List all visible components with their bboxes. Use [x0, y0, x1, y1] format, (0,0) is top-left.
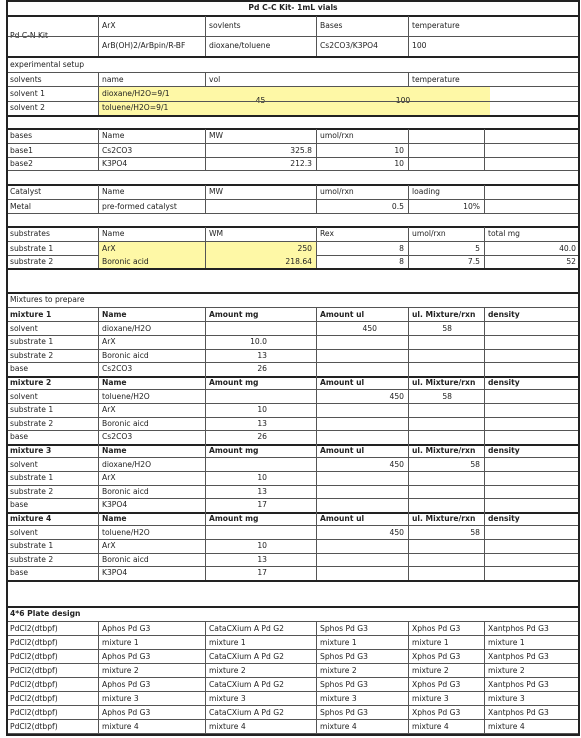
column-header: Amount mg [209, 445, 259, 455]
mixture-name: K3PO4 [102, 500, 128, 510]
column-header: density [488, 309, 520, 319]
mixture-component: base [10, 568, 29, 578]
substrate-name: Boronic acid [98, 255, 205, 268]
plate-well-catalyst: Xphos Pd G3 [412, 623, 461, 633]
substrate-mw: 250 [205, 242, 316, 255]
mixture-name: K3PO4 [102, 568, 128, 578]
mixture-amount-mg: 13 [257, 418, 267, 428]
mixture-name: toluene/H2O [102, 527, 150, 537]
plate-well-mixture: mixture 4 [102, 721, 139, 731]
plate-well-mixture: mixture 2 [320, 665, 357, 675]
catalyst-loading: 10% [463, 201, 480, 211]
substrate-mw: 218.64 [205, 255, 316, 268]
mixture-amount-mg: 13 [257, 350, 267, 360]
plate-well-catalyst: Sphos Pd G3 [320, 623, 368, 633]
mixture-amount-ul: 450 [389, 391, 404, 401]
solvent-name: toluene/H2O=9/1 [102, 103, 169, 113]
mixture-name: Boronic aicd [102, 350, 149, 360]
column-header: umol/rxn [320, 187, 354, 197]
plate-well-mixture: mixture 3 [102, 693, 139, 703]
catalyst-id: Metal [10, 201, 31, 211]
mixture-component: solvent [10, 323, 38, 333]
column-header: ul. Mixture/rxn [412, 445, 476, 455]
plate-well-mixture: mixture 3 [209, 693, 246, 703]
substrate-total-mg: 52 [566, 256, 576, 266]
base-id: base2 [10, 158, 33, 168]
section-label: experimental setup [10, 59, 85, 69]
column-header: Name [102, 309, 127, 319]
plate-well-catalyst: PdCl2(dtbpf) [10, 693, 58, 703]
column-header: Catalyst [10, 187, 42, 197]
column-header: Amount ul [320, 309, 365, 319]
column-header: Name [102, 131, 125, 141]
column-header: umol/rxn [320, 131, 354, 141]
plate-well-mixture: mixture 4 [209, 721, 246, 731]
substrate-total-mg: 40.0 [559, 243, 576, 253]
column-header: ul. Mixture/rxn [412, 309, 476, 319]
kit-value: 100 [412, 41, 427, 51]
plate-well-mixture: mixture 2 [488, 665, 525, 675]
mixture-amount-mg: 10 [257, 473, 267, 483]
mixture-component: base [10, 364, 29, 374]
section-label: Mixtures to prepare [10, 295, 85, 305]
plate-well-mixture: mixture 1 [488, 637, 525, 647]
plate-well-catalyst: Xantphos Pd G3 [488, 679, 549, 689]
mixture-title: mixture 2 [10, 377, 52, 387]
plate-well-catalyst: Aphos Pd G3 [102, 623, 151, 633]
mixture-name: Boronic aicd [102, 554, 149, 564]
plate-well-mixture: mixture 1 [102, 637, 139, 647]
column-header: Amount ul [320, 513, 365, 523]
plate-well-mixture: mixture 4 [320, 721, 357, 731]
column-header: Amount ul [320, 377, 365, 387]
mixture-name: ArX [102, 473, 116, 483]
plate-well-catalyst: CataCXium A Pd G2 [209, 623, 284, 633]
kit-header: ArX [102, 21, 116, 31]
plate-well-catalyst: Xphos Pd G3 [412, 679, 461, 689]
column-header: Rex [320, 229, 334, 239]
column-header: MW [209, 187, 224, 197]
column-header: loading [412, 187, 440, 197]
mixture-component: substrate 2 [10, 486, 54, 496]
column-header: MW [209, 131, 224, 141]
mixture-component: substrate 1 [10, 337, 54, 347]
column-header: density [488, 445, 520, 455]
mixture-name: Cs2CO3 [102, 364, 133, 374]
solvent-id: solvent 2 [10, 103, 45, 113]
mixture-amount-ul: 450 [362, 323, 377, 333]
mixture-amount-mg: 13 [257, 554, 267, 564]
kit-value: Cs2CO3/K3PO4 [320, 41, 378, 51]
plate-well-catalyst: PdCl2(dtbpf) [10, 707, 58, 717]
mixture-ul-per-rxn: 58 [470, 527, 480, 537]
mixture-ul-per-rxn: 58 [442, 323, 452, 333]
mixture-title: mixture 3 [10, 445, 52, 455]
substrate-umol: 5 [475, 243, 480, 253]
column-header: total mg [488, 229, 520, 239]
section-label: 4*6 Plate design [10, 609, 81, 619]
substrate-id: substrate 2 [10, 256, 54, 266]
mixture-amount-mg: 26 [257, 364, 267, 374]
plate-well-catalyst: Aphos Pd G3 [102, 651, 151, 661]
column-header: bases [10, 131, 33, 141]
mixture-amount-mg: 13 [257, 486, 267, 496]
sheet-title: Pd C-C Kit- 1mL vials [248, 3, 338, 13]
base-umol: 10 [394, 158, 404, 168]
mixture-name: dioxane/H2O [102, 323, 152, 333]
base-name: Cs2CO3 [102, 145, 133, 155]
solvent-id: solvent 1 [10, 89, 45, 99]
mixture-amount-mg: 10.0 [250, 337, 267, 347]
mixture-amount-mg: 10 [257, 541, 267, 551]
plate-well-catalyst: PdCl2(dtbpf) [10, 665, 58, 675]
base-umol: 10 [394, 145, 404, 155]
plate-well-catalyst: Sphos Pd G3 [320, 651, 368, 661]
mixture-name: toluene/H2O [102, 391, 150, 401]
mixture-ul-per-rxn: 58 [442, 391, 452, 401]
plate-well-catalyst: CataCXium A Pd G2 [209, 707, 284, 717]
substrate-id: substrate 1 [10, 243, 54, 253]
mixture-name: Boronic aicd [102, 418, 149, 428]
solvent-name: dioxane/H2O=9/1 [102, 89, 170, 99]
column-header: temperature [412, 74, 460, 84]
column-header: density [488, 377, 520, 387]
sheet-frame [6, 0, 580, 736]
column-header: Name [102, 377, 127, 387]
mixture-component: substrate 2 [10, 350, 54, 360]
plate-well-mixture: mixture 4 [488, 721, 525, 731]
mixture-amount-ul: 450 [389, 527, 404, 537]
kit-header: sovlents [209, 21, 241, 31]
plate-well-catalyst: Xantphos Pd G3 [488, 623, 549, 633]
catalyst-umol: 0.5 [391, 201, 404, 211]
plate-well-mixture: mixture 2 [209, 665, 246, 675]
plate-well-mixture: mixture 1 [412, 637, 449, 647]
mixture-component: base [10, 432, 29, 442]
kit-header: temperature [412, 21, 460, 31]
plate-well-catalyst: Sphos Pd G3 [320, 707, 368, 717]
mixture-name: Boronic aicd [102, 486, 149, 496]
mixture-name: ArX [102, 337, 116, 347]
plate-well-mixture: mixture 1 [209, 637, 246, 647]
substrate-umol: 7.5 [467, 256, 480, 266]
substrate-rex: 8 [399, 256, 404, 266]
column-header: WM [209, 229, 224, 239]
mixture-component: substrate 2 [10, 554, 54, 564]
mixture-amount-ul: 450 [389, 459, 404, 469]
mixture-title: mixture 1 [10, 309, 52, 319]
mixture-component: base [10, 500, 29, 510]
column-header: umol/rxn [412, 229, 446, 239]
column-header: density [488, 513, 520, 523]
plate-well-catalyst: PdCl2(dtbpf) [10, 637, 58, 647]
column-header: Amount mg [209, 309, 259, 319]
plate-well-catalyst: Xphos Pd G3 [412, 651, 461, 661]
plate-well-catalyst: CataCXium A Pd G2 [209, 679, 284, 689]
mixture-amount-mg: 10 [257, 405, 267, 415]
mixture-component: solvent [10, 459, 38, 469]
base-mw: 325.8 [290, 145, 312, 155]
mixture-amount-mg: 26 [257, 432, 267, 442]
mixture-component: substrate 1 [10, 405, 54, 415]
mixture-title: mixture 4 [10, 513, 52, 523]
plate-well-mixture: mixture 4 [412, 721, 449, 731]
plate-well-mixture: mixture 3 [320, 693, 357, 703]
column-header: Amount mg [209, 377, 259, 387]
column-header: ul. Mixture/rxn [412, 377, 476, 387]
column-header: substrates [10, 229, 50, 239]
plate-well-catalyst: Sphos Pd G3 [320, 679, 368, 689]
mixture-component: substrate 2 [10, 418, 54, 428]
plate-well-catalyst: Xantphos Pd G3 [488, 651, 549, 661]
column-header: Amount mg [209, 513, 259, 523]
mixture-component: solvent [10, 391, 38, 401]
mixture-amount-mg: 17 [257, 568, 267, 578]
catalyst-name: pre-formed catalyst [102, 201, 177, 211]
mixture-name: dioxane/H2O [102, 459, 152, 469]
plate-well-mixture: mixture 3 [412, 693, 449, 703]
mixture-name: Cs2CO3 [102, 432, 133, 442]
base-mw: 212.3 [290, 158, 312, 168]
mixture-component: solvent [10, 527, 38, 537]
column-header: Name [102, 445, 127, 455]
plate-well-mixture: mixture 3 [488, 693, 525, 703]
substrate-rex: 8 [399, 243, 404, 253]
column-header: Amount ul [320, 445, 365, 455]
kit-value: ArB(OH)2/ArBpin/R-BF [102, 41, 186, 51]
substrate-name: ArX [98, 242, 205, 255]
mixture-amount-mg: 17 [257, 500, 267, 510]
plate-well-catalyst: Aphos Pd G3 [102, 679, 151, 689]
plate-well-catalyst: PdCl2(dtbpf) [10, 721, 58, 731]
plate-well-catalyst: Xantphos Pd G3 [488, 707, 549, 717]
column-header: name [102, 74, 124, 84]
column-header: Name [102, 187, 125, 197]
base-id: base1 [10, 145, 33, 155]
mixture-name: ArX [102, 405, 116, 415]
plate-well-mixture: mixture 2 [412, 665, 449, 675]
column-header: ul. Mixture/rxn [412, 513, 476, 523]
plate-well-catalyst: Xphos Pd G3 [412, 707, 461, 717]
plate-well-catalyst: CataCXium A Pd G2 [209, 651, 284, 661]
mixture-component: substrate 1 [10, 473, 54, 483]
mixture-component: substrate 1 [10, 541, 54, 551]
column-header: solvents [10, 74, 42, 84]
kit-value: dioxane/toluene [209, 41, 271, 51]
mixture-name: ArX [102, 541, 116, 551]
base-name: K3PO4 [102, 158, 128, 168]
kit-header: Bases [320, 21, 343, 31]
plate-well-catalyst: PdCl2(dtbpf) [10, 679, 58, 689]
mixture-ul-per-rxn: 58 [470, 459, 480, 469]
column-header: Name [102, 513, 127, 523]
column-header: Name [102, 229, 125, 239]
plate-well-catalyst: Aphos Pd G3 [102, 707, 151, 717]
column-header: vol [209, 74, 221, 84]
plate-well-mixture: mixture 2 [102, 665, 139, 675]
plate-well-catalyst: PdCl2(dtbpf) [10, 651, 58, 661]
plate-well-catalyst: PdCl2(dtbpf) [10, 623, 58, 633]
plate-well-mixture: mixture 1 [320, 637, 357, 647]
